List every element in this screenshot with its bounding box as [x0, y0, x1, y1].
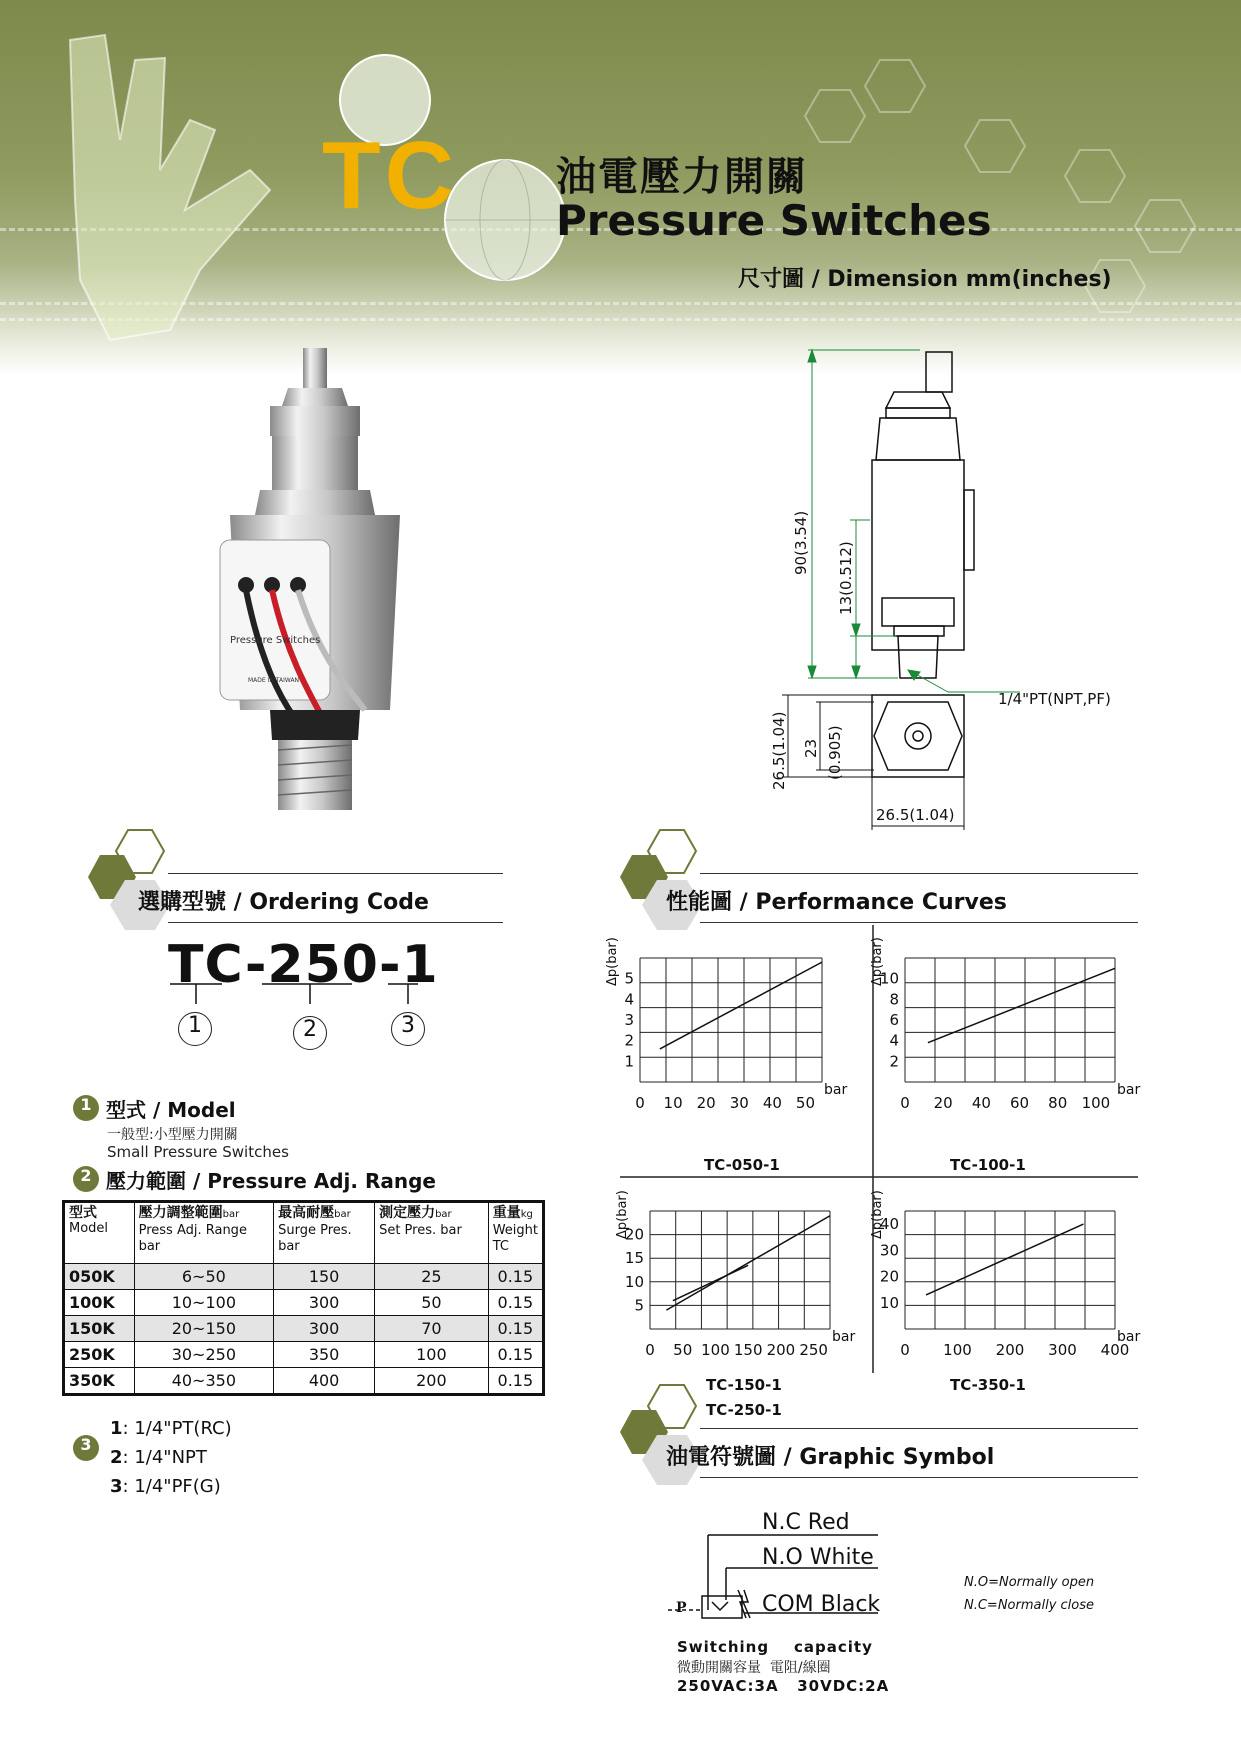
performance-title: 性能圖 / Performance Curves	[666, 890, 1007, 915]
series-line	[928, 968, 1115, 1042]
x-tick-label: 20	[933, 1094, 953, 1112]
section-hex-icon	[602, 825, 712, 935]
range-title: 壓力範圍 / Pressure Adj. Range	[106, 1169, 436, 1193]
dim-port: 1/4"PT(NPT,PF)	[998, 690, 1111, 708]
x-axis-label: bar	[1117, 1329, 1141, 1345]
x-tick-label: 50	[673, 1341, 693, 1359]
y-tick-label: 3	[624, 1011, 634, 1029]
x-tick-label: 0	[900, 1094, 910, 1112]
x-tick-label: 20	[696, 1094, 716, 1112]
x-tick-label: 40	[971, 1094, 991, 1112]
y-tick-label: 10	[879, 1293, 899, 1312]
dim-hex-height: 26.5(1.04)	[770, 711, 788, 790]
y-tick-label: 4	[624, 990, 634, 1009]
x-tick-label: 150	[733, 1341, 763, 1359]
x-tick-label: 400	[1100, 1341, 1130, 1359]
photo-label: Pressure Switches	[230, 635, 321, 646]
nc-label: N.C Red	[762, 1510, 850, 1535]
title-english: Pressure Switches	[556, 196, 992, 245]
table-header-row	[64, 1202, 544, 1264]
y-tick-label: 5	[624, 969, 634, 988]
table-row: 250K 30~250 350 100 0.15	[64, 1342, 544, 1368]
chart-tc-050	[605, 937, 847, 1112]
x-tick-label: 0	[900, 1341, 910, 1359]
chart-title-2: TC-100-1	[950, 1156, 1026, 1174]
dim-total-height: 90(3.54)	[792, 510, 810, 575]
capacity-title: Switching capacity	[677, 1638, 873, 1656]
y-tick-label: 5	[634, 1296, 644, 1315]
spec-table	[62, 1200, 545, 1396]
photo-made-in: MADE IN TAIWAN	[248, 677, 300, 684]
badge-2: 2	[73, 1166, 99, 1192]
y-tick-label: 15	[624, 1249, 644, 1268]
product-photo	[200, 340, 430, 830]
y-axis-label: Δp(bar)	[870, 937, 885, 986]
connection-option-3: 3: 1/4"PF(G)	[110, 1476, 221, 1497]
dimension-drawing	[770, 340, 1160, 840]
p-label: P	[676, 1600, 687, 1616]
y-tick-label: 20	[879, 1267, 899, 1286]
connection-option-1: 1: 1/4"PT(RC)	[110, 1418, 232, 1439]
x-tick-label: 100	[943, 1341, 972, 1359]
th-range: 壓力調整範圍bar Press Adj. Range bar	[134, 1202, 274, 1264]
model-title: 型式 / Model	[106, 1098, 236, 1122]
chart-title-3: TC-150-1	[706, 1376, 782, 1394]
y-tick-label: 10	[624, 1272, 644, 1291]
x-tick-label: 0	[635, 1094, 645, 1112]
y-tick-label: 8	[889, 990, 899, 1009]
com-label: COM Black	[762, 1592, 881, 1617]
y-axis-label: Δp(bar)	[615, 1190, 630, 1239]
y-tick-label: 30	[879, 1241, 899, 1260]
x-tick-label: 30	[729, 1094, 749, 1112]
title-chinese: 油電壓力開關	[556, 154, 808, 200]
dim-hex-inner: 23	[802, 738, 820, 758]
no-label: N.O White	[762, 1545, 874, 1570]
y-tick-label: 40	[879, 1215, 899, 1234]
x-tick-label: 80	[1048, 1094, 1068, 1112]
y-tick-label: 4	[889, 1031, 899, 1050]
chart-title-4: TC-350-1	[950, 1376, 1026, 1394]
hand-graphic	[70, 35, 270, 340]
marker-3: 3	[391, 1012, 425, 1046]
chart-title-3b: TC-250-1	[706, 1401, 782, 1419]
note-normally-close: N.C=Normally close	[964, 1598, 1095, 1613]
x-tick-label: 60	[1009, 1094, 1030, 1112]
connection-option-2: 2: 1/4"NPT	[110, 1447, 207, 1468]
note-normally-open: N.O=Normally open	[964, 1575, 1095, 1590]
tc-logo: TC	[322, 122, 458, 229]
x-axis-label: bar	[824, 1082, 848, 1098]
x-axis-label: bar	[832, 1329, 856, 1345]
x-tick-label: 200	[766, 1341, 796, 1359]
capacity-cn: 微動開關容量 電阻/線圈	[677, 1660, 831, 1676]
series-line	[660, 962, 822, 1049]
th-surge: 最高耐壓bar Surge Pres. bar	[274, 1202, 375, 1264]
graphic-symbol-title: 油電符號圖 / Graphic Symbol	[666, 1445, 995, 1470]
chart-title-1: TC-050-1	[704, 1156, 780, 1174]
model-desc-en: Small Pressure Switches	[107, 1143, 289, 1161]
series-line	[673, 1265, 748, 1300]
x-tick-label: 200	[995, 1341, 1025, 1359]
section-hex-icon	[70, 825, 180, 935]
th-set: 測定壓力bar Set Pres. bar	[375, 1202, 489, 1264]
performance-charts	[590, 925, 1160, 1425]
y-tick-label: 10	[879, 969, 899, 988]
ordering-code-title: 選購型號 / Ordering Code	[138, 890, 429, 915]
marker-1: 1	[178, 1012, 212, 1046]
y-tick-label: 2	[624, 1031, 634, 1050]
table-row: 350K 40~350 400 200 0.15	[64, 1368, 544, 1395]
section-hex-icon	[602, 1380, 712, 1490]
dim-hex-inner-in: (0.905)	[826, 725, 844, 780]
x-tick-label: 300	[1048, 1341, 1077, 1359]
chart-tc-100	[870, 937, 1140, 1112]
th-weight: 重量kg Weight TC	[488, 1202, 543, 1264]
header-banner	[0, 0, 1241, 375]
x-tick-label: 100	[701, 1341, 730, 1359]
order-code: TC-250-1	[168, 935, 439, 995]
y-tick-label: 1	[624, 1052, 634, 1071]
chart-tc-150-250	[615, 1190, 855, 1359]
series-line	[666, 1216, 830, 1310]
badge-1: 1	[73, 1095, 99, 1121]
dim-thread-height: 13(0.512)	[837, 541, 855, 615]
x-tick-label: 40	[762, 1094, 782, 1112]
badge-3: 3	[73, 1435, 99, 1461]
dimension-label: 尺寸圖 / Dimension mm(inches)	[738, 267, 1112, 292]
table-row: 150K 20~150 300 70 0.15	[64, 1316, 544, 1342]
x-tick-label: 100	[1081, 1094, 1111, 1112]
dim-hex-width: 26.5(1.04)	[876, 806, 955, 824]
y-tick-label: 2	[889, 1052, 899, 1071]
x-tick-label: 50	[795, 1094, 816, 1112]
marker-2: 2	[293, 1016, 327, 1050]
x-tick-label: 250	[799, 1341, 828, 1359]
y-tick-label: 6	[889, 1011, 899, 1029]
x-tick-label: 0	[645, 1341, 655, 1359]
table-row: 050K 6~50 150 25 0.15	[64, 1264, 544, 1290]
y-axis-label: Δp(bar)	[870, 1190, 885, 1239]
x-axis-label: bar	[1117, 1082, 1141, 1098]
chart-tc-350	[870, 1190, 1140, 1359]
y-axis-label: Δp(bar)	[605, 937, 620, 986]
capacity-values: 250VAC:3A 30VDC:2A	[677, 1677, 890, 1695]
th-model: 型式 Model	[64, 1202, 135, 1264]
model-desc-cn: 一般型:小型壓力開關	[107, 1127, 238, 1143]
y-tick-label: 20	[624, 1225, 644, 1244]
x-tick-label: 10	[663, 1094, 683, 1112]
table-row: 100K 10~100 300 50 0.15	[64, 1290, 544, 1316]
